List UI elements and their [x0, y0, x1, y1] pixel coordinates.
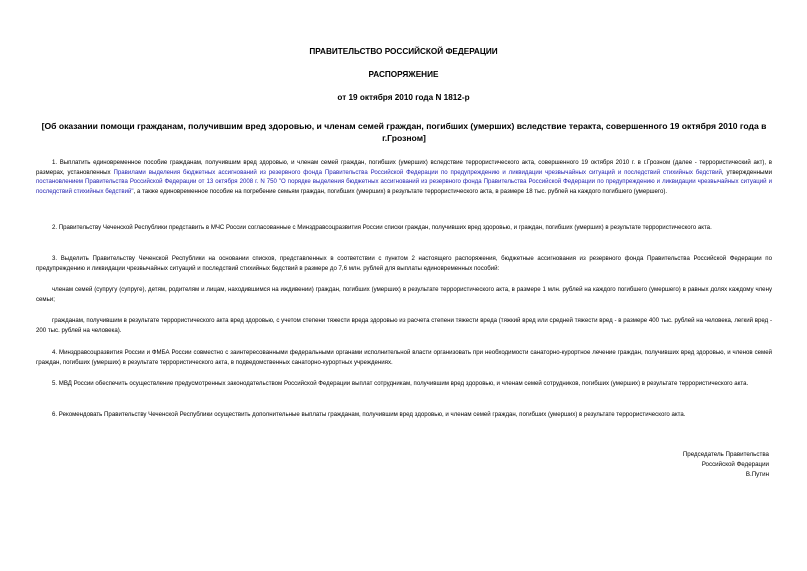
resolution-link[interactable]: постановлением Правительства Российской Федерации от 13 октября 2008 г. N 750 "О порядке выделения бюджетных ассигнований из резервного фонда Правительства Российской Федерации по предупреждению и ликвидации чрезвычайных ситуаций и последствий стихийных бедствий" — [36, 178, 772, 195]
signature-position: Председатель Правительства — [682, 451, 769, 458]
paragraph-3-item-b: гражданам, получившим в результате террористического акта вред здоровью, с учетом степени тяжести вреда здоровью из расчета степени тяжести вреда (тяжкий вред или средней тяжести вред - в размере 400 тыс. рублей на человека, легкий вред - 200 тыс. рублей на человека). — [36, 317, 772, 334]
date-number-heading: от 19 октября 2010 года N 1812-р — [337, 93, 470, 102]
paragraph-1 — [36, 158, 772, 196]
paragraph-1-text-c: , а также единовременное пособие на погребение семьям граждан, погибших (умерших) в результате террористического акта, в размере 18 тыс. рублей на каждого погибшего (умершего). — [133, 187, 668, 195]
paragraph-3: 3. Выделить Правительству Чеченской Республики на основании списков, представленных в соответствии с пунктом 2 настоящего распоряжения, бюджетные ассигнования из резервного фонда Правительства Российской Федерации по предупреждению и ликвидации чрезвычайных ситуаций и последствий стихийных бедствий в размере до 7,6 млн. рублей для выплаты единовременных пособий: — [36, 255, 772, 272]
document-title: [Об оказании помощи гражданам, получившим вред здоровью, и членам семей граждан, погибших (умерших) вследствие теракта, совершенного 19 октября 2010 года в г.Грозном] — [41, 121, 767, 143]
signature-block — [683, 450, 769, 480]
signature-name: В.Путин — [745, 471, 769, 478]
paragraph-1-text-b: , утвержденными — [721, 168, 772, 176]
paragraph-5: 5. МВД России обеспечить осуществление предусмотренных законодательством Российской Федерации выплат сотрудникам, получившим вред здоровью, и членам семей сотрудников, погибших (умерших) в результате террористического акта. — [52, 380, 749, 387]
government-heading: ПРАВИТЕЛЬСТВО РОССИЙСКОЙ ФЕДЕРАЦИИ — [309, 47, 498, 56]
signature-organization: Российской Федерации — [701, 461, 769, 468]
paragraph-2: 2. Правительству Чеченской Республики представить в МЧС России согласованные с Минздравсоцразвития России списки граждан, получивших вред здоровью, и граждан, погибших (умерших) в результате террористического акта. — [52, 224, 712, 231]
rules-link[interactable]: Правилами выделения бюджетных ассигнований из резервного фонда Правительства Российской Федерации по предупреждению и ликвидации чрезвычайных ситуаций и последствий стихийных бедствий — [113, 168, 722, 176]
paragraph-6: 6. Рекомендовать Правительству Чеченской Республики осуществить дополнительные выплаты гражданам, получившим вред здоровью, и членам семей граждан, погибших (умерших) в результате террористического акта. — [52, 411, 686, 418]
paragraph-4: 4. Минздравсоцразвития России и ФМБА России совместно с заинтересованными федеральными органами исполнительной власти организовать при необходимости санаторно-курортное лечение граждан, получивших вред здоровью, и членов семей граждан, погибших (умерших) в результате террористического акта, в подведомственных санаторно-курортных учреждениях. — [36, 349, 772, 366]
document-type-heading: РАСПОРЯЖЕНИЕ — [368, 70, 439, 79]
paragraph-3-item-a: членам семей (супругу (супруге), детям, родителям и лицам, находившимся на иждивении) граждан, погибших (умерших) в результате террористического акта, в размере 1 млн. рублей на каждого погибшего (умершего) в равных долях каждому члену семьи; — [36, 286, 772, 303]
paragraph-1-text-a: 1. Выплатить единовременное пособие гражданам, получившим вред здоровью, и членам семей граждан, погибших (умерших) вследствие террористического акта, совершенного 19 октября 2010 г. в г.Грозном (далее - террористический акт), в размерах, установленных — [36, 159, 772, 176]
